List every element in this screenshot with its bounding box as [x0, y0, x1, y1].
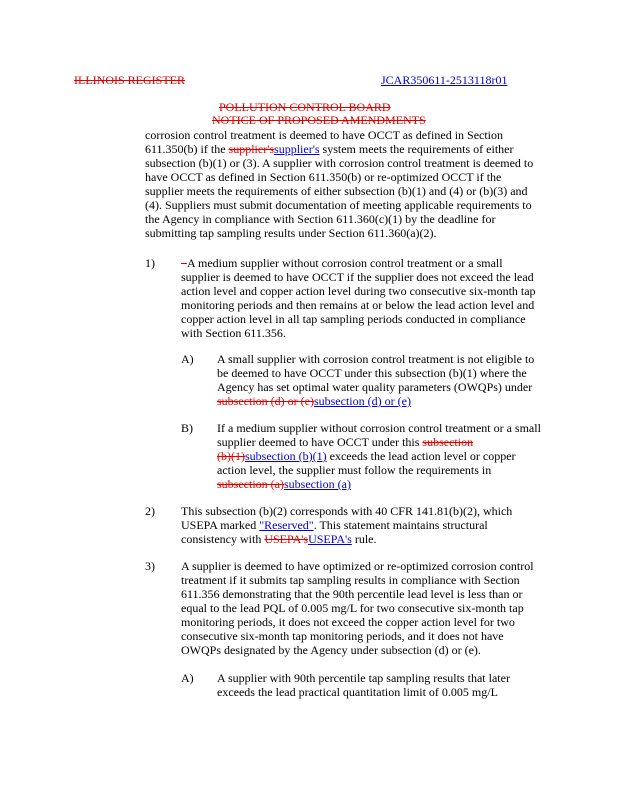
- text-line: action level, the supplier must follow the requirements in: [217, 463, 492, 477]
- text-line: A supplier is deemed to have optimized or re-optimized corrosion control: [181, 559, 534, 573]
- deleted-text: (b)(1): [217, 449, 245, 463]
- text-line: monitoring periods, it does not exceed the copper action level for two: [181, 615, 515, 629]
- text-line: exceeds the lead practical quantitation limit of 0.005 mg/L: [217, 685, 498, 699]
- text-span: rule.: [351, 532, 377, 546]
- item-number: 1): [145, 256, 155, 270]
- deleted-text: subsection (d) or (e): [217, 394, 314, 408]
- document-id[interactable]: JCAR350611-2513118r01: [381, 73, 508, 87]
- text-span: supplier deemed to have OCCT under this: [217, 435, 423, 449]
- deleted-text: subsection (a): [217, 477, 284, 491]
- item-number: A): [181, 671, 194, 685]
- notice-title: NOTICE OF PROPOSED AMENDMENTS: [212, 113, 426, 127]
- text-line: If a medium supplier without corrosion control treatment or a small: [217, 421, 541, 435]
- text-line: OWQPs designated by the Agency under subsection (d) or (e).: [181, 643, 481, 657]
- item-number: A): [181, 352, 194, 366]
- text-line: submitting tap sampling results under Section 611.360(a)(2).: [145, 226, 437, 240]
- text-span: . This statement maintains structural: [313, 518, 488, 532]
- text-line: have OCCT as defined in Section 611.350(b) or re-optimized OCCT if the: [145, 170, 502, 184]
- text-span: exceeds the lead action level or copper: [326, 449, 516, 463]
- text-line: be deemed to have OCCT under this subsection (b)(1) where the: [217, 366, 527, 380]
- text-line: with Section 611.356.: [181, 326, 286, 340]
- text-line: [217, 435, 473, 450]
- text-span: A medium supplier without corrosion control treatment or a small: [187, 256, 503, 270]
- inserted-text: "Reserved": [259, 518, 314, 532]
- inserted-text: USEPA's: [308, 532, 352, 546]
- text-line: equal to the lead PQL of 0.005 mg/L for two consecutive six-month tap: [181, 601, 524, 615]
- item-number: 3): [145, 559, 155, 573]
- text-line: [217, 477, 351, 492]
- agency-title: POLLUTION CONTROL BOARD: [219, 100, 391, 114]
- text-line: 611.356 demonstrating that the 90th percentile lead level is less than or: [181, 587, 523, 601]
- item-number: B): [181, 421, 193, 435]
- text-line: copper action level in all tap sampling periods conducted in compliance: [181, 312, 526, 326]
- text-line: action level and copper action level during two consecutive six-month tap: [181, 284, 536, 298]
- text-line: (4). Suppliers must submit documentation of meeting applicable requirements to: [145, 198, 532, 212]
- text-line: supplier meets the requirements of either subsection (b)(1) and (4) or (b)(3) and: [145, 184, 528, 198]
- text-line: [217, 394, 411, 409]
- text-line: [145, 142, 514, 157]
- deleted-text: supplier's: [228, 142, 275, 156]
- text-line: the Agency in compliance with Section 611.360(c)(1) by the deadline for: [145, 212, 496, 226]
- text-line: [217, 449, 516, 464]
- text-line: corrosion control treatment is deemed to have OCCT as defined in Section: [145, 128, 504, 142]
- text-line: Agency has set optimal water quality parameters (OWQPs) under: [217, 380, 533, 394]
- text-span: consistency with: [181, 532, 265, 546]
- text-line: This subsection (b)(2) corresponds with 40 CFR 141.81(b)(2), which: [181, 504, 513, 518]
- text-line: [181, 256, 503, 271]
- text-span: USEPA marked: [181, 518, 260, 532]
- text-line: monitoring periods and then remains at or below the lead action level and: [181, 298, 535, 312]
- text-line: subsection (b)(1) or (3). A supplier with corrosion control treatment is deemed to: [145, 156, 534, 170]
- item-number: 2): [145, 504, 155, 518]
- text-line: [181, 532, 376, 547]
- deleted-text: subsection: [422, 435, 474, 449]
- text-line: [181, 518, 488, 533]
- inserted-text: subsection (a): [283, 477, 351, 491]
- inserted-text: subsection (d) or (e): [313, 394, 411, 408]
- text-line: consecutive six-month tap monitoring periods, and it does not have: [181, 629, 504, 643]
- text-line: supplier is deemed to have OCCT if the supplier does not exceed the lead: [181, 270, 534, 284]
- text-line: treatment if it submits tap sampling results in compliance with Section: [181, 573, 520, 587]
- text-line: A supplier with 90th percentile tap sampling results that later: [217, 671, 510, 685]
- register-header: ILLINOIS REGISTER: [74, 73, 185, 87]
- text-span: 611.350(b) if the: [145, 142, 229, 156]
- text-line: A small supplier with corrosion control treatment is not eligible to: [217, 352, 535, 366]
- deleted-text: USEPA's: [264, 532, 309, 546]
- text-span: system meets the requirements of either: [319, 142, 514, 156]
- inserted-text: subsection (b)(1): [244, 449, 327, 463]
- inserted-text: supplier's: [274, 142, 320, 156]
